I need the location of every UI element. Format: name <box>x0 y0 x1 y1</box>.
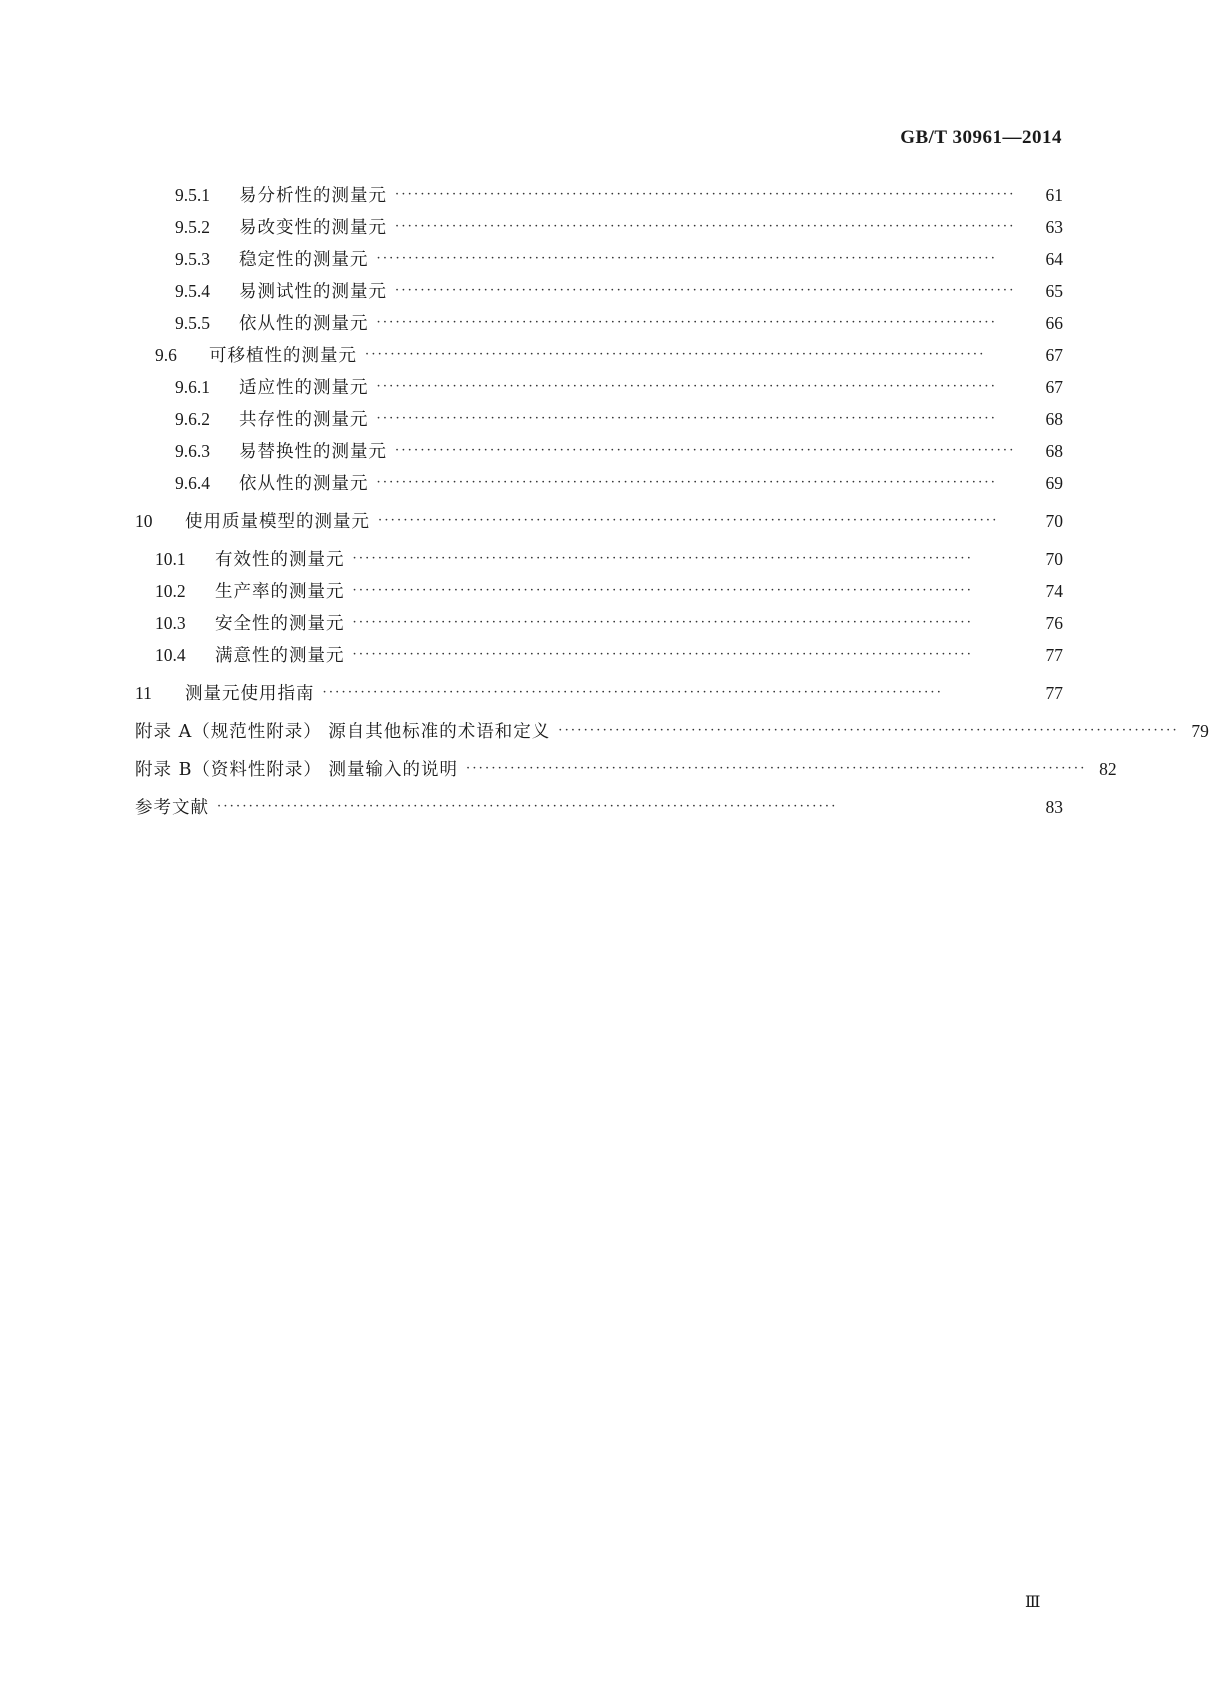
toc-entry[interactable] <box>135 244 1063 276</box>
dot-leader: ·································································································· <box>352 551 974 566</box>
page-number: Ⅲ <box>1025 1594 1040 1611</box>
toc-entry-number: 9.5.3 <box>175 249 210 269</box>
toc-entry-title: 易测试性的测量元 <box>239 282 387 302</box>
toc-entry-title: 附录 B（资料性附录） 测量输入的说明 <box>135 760 458 780</box>
toc-entry-page: 67 <box>1045 377 1063 397</box>
toc-entry-page: 68 <box>1045 441 1063 461</box>
toc-entry-number: 9.6 <box>155 345 177 365</box>
toc-entry-page: 74 <box>1045 581 1063 601</box>
toc-entry[interactable] <box>135 212 1063 244</box>
toc-entry-page: 66 <box>1045 313 1063 333</box>
dot-leader: ·································································································· <box>217 799 838 814</box>
dot-leader: ·································································································· <box>558 723 1179 738</box>
dot-leader: ·································································································· <box>378 513 999 528</box>
toc-entry[interactable] <box>135 640 1063 672</box>
toc-entry[interactable] <box>135 180 1063 212</box>
dot-leader: ·································································································· <box>352 615 974 630</box>
dot-leader: ·································································································· <box>395 283 1016 298</box>
toc-entry-title: 安全性的测量元 <box>215 614 345 634</box>
toc-entry-appendix-b[interactable] <box>135 754 1117 786</box>
toc-entry-number: 11 <box>135 683 152 703</box>
toc-entry-page: 82 <box>1099 759 1117 779</box>
dot-leader: ·································································································· <box>395 187 1016 202</box>
dot-leader: ·································································································· <box>395 443 1016 458</box>
toc-entry[interactable] <box>135 276 1063 308</box>
toc-entry-title: 参考文献 <box>135 798 209 818</box>
toc-entry-title: 适应性的测量元 <box>239 378 369 398</box>
toc-entry-title: 依从性的测量元 <box>239 474 369 494</box>
toc-entry-references[interactable] <box>135 792 1063 824</box>
toc-entry-title: 共存性的测量元 <box>239 410 369 430</box>
toc-entry-page: 64 <box>1045 249 1063 269</box>
toc-entry-appendix-a[interactable] <box>135 716 1209 748</box>
toc-entry-page: 79 <box>1191 721 1209 741</box>
toc-entry[interactable] <box>135 678 1063 710</box>
toc-entry-number: 9.5.2 <box>175 217 210 237</box>
toc-entry-number: 9.5.5 <box>175 313 210 333</box>
toc-entry-title: 稳定性的测量元 <box>239 250 369 270</box>
toc-entry-title: 使用质量模型的测量元 <box>185 512 370 532</box>
toc-entry-page: 65 <box>1045 281 1063 301</box>
toc-entry-number: 10.3 <box>155 613 186 633</box>
dot-leader: ·································································································· <box>352 583 974 598</box>
toc-entry[interactable] <box>135 576 1063 608</box>
toc-entry[interactable] <box>135 404 1063 436</box>
toc-entry-page: 63 <box>1045 217 1063 237</box>
toc-entry-page: 70 <box>1045 511 1063 531</box>
dot-leader: ·································································································· <box>376 315 998 330</box>
toc-entry-number: 10.4 <box>155 645 186 665</box>
toc-entry-title: 附录 A（规范性附录） 源自其他标准的术语和定义 <box>135 722 551 742</box>
toc-entry-number: 9.5.1 <box>175 185 210 205</box>
toc-entry[interactable] <box>135 506 1063 538</box>
dot-leader: ·································································································· <box>352 647 974 662</box>
toc-entry[interactable] <box>135 372 1063 404</box>
toc-entry[interactable] <box>135 468 1063 500</box>
document-code: GB/T 30961—2014 <box>900 127 1062 148</box>
toc-entry-page: 67 <box>1045 345 1063 365</box>
table-of-contents <box>135 180 1209 824</box>
toc-entry-title: 测量元使用指南 <box>185 684 315 704</box>
toc-entry-page: 77 <box>1045 683 1063 703</box>
toc-entry-title: 有效性的测量元 <box>215 550 345 570</box>
toc-entry[interactable] <box>135 340 1063 372</box>
toc-entry-page: 70 <box>1045 549 1063 569</box>
toc-entry[interactable] <box>135 608 1063 640</box>
toc-entry-page: 68 <box>1045 409 1063 429</box>
dot-leader: ·································································································· <box>376 251 998 266</box>
dot-leader: ·································································································· <box>365 347 986 362</box>
dot-leader: ·································································································· <box>395 219 1016 234</box>
toc-entry-page: 69 <box>1045 473 1063 493</box>
dot-leader: ·································································································· <box>376 411 998 426</box>
dot-leader: ·································································································· <box>376 475 998 490</box>
toc-entry-number: 9.6.3 <box>175 441 210 461</box>
toc-entry[interactable] <box>135 308 1063 340</box>
toc-entry-title: 生产率的测量元 <box>215 582 345 602</box>
toc-entry-title: 易分析性的测量元 <box>239 186 387 206</box>
toc-entry[interactable] <box>135 544 1063 576</box>
toc-entry-number: 10.2 <box>155 581 186 601</box>
toc-entry-title: 满意性的测量元 <box>215 646 345 666</box>
toc-entry-title: 可移植性的测量元 <box>209 346 357 366</box>
dot-leader: ·································································································· <box>322 685 944 700</box>
toc-entry-page: 77 <box>1045 645 1063 665</box>
toc-entry-title: 依从性的测量元 <box>239 314 369 334</box>
toc-entry-number: 9.5.4 <box>175 281 210 301</box>
toc-entry-title: 易替换性的测量元 <box>239 442 387 462</box>
toc-entry[interactable] <box>135 436 1063 468</box>
toc-entry-page: 61 <box>1045 185 1063 205</box>
toc-entry-number: 9.6.2 <box>175 409 210 429</box>
toc-entry-number: 10 <box>135 511 153 531</box>
toc-entry-number: 9.6.1 <box>175 377 210 397</box>
toc-entry-number: 9.6.4 <box>175 473 210 493</box>
dot-leader: ·································································································· <box>376 379 998 394</box>
dot-leader: ·································································································· <box>465 761 1087 776</box>
toc-entry-number: 10.1 <box>155 549 186 569</box>
toc-entry-page: 83 <box>1045 797 1063 817</box>
toc-entry-page: 76 <box>1045 613 1063 633</box>
toc-entry-title: 易改变性的测量元 <box>239 218 387 238</box>
